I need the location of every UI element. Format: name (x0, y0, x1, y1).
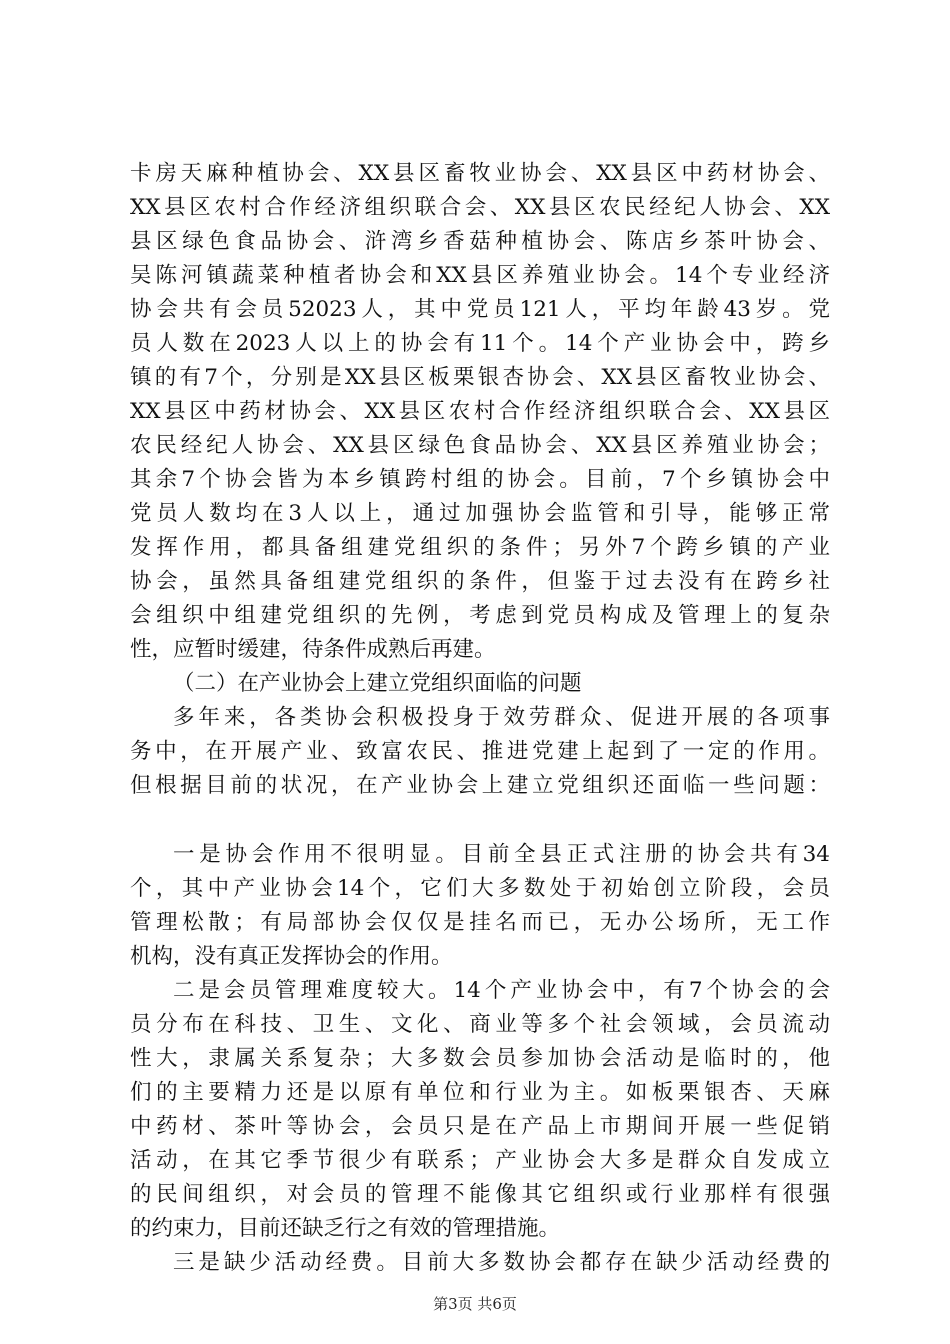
body-line: 务中，在开展产业、致富农民、推进党建上起到了一定的作用。 (130, 739, 830, 764)
body-line: 农民经纪人协会、XX县区绿色食品协会、XX县区养殖业协会； (130, 433, 830, 458)
body-line: 党员人数均在3人以上，通过加强协会监管和引导，能够正常 (130, 501, 830, 526)
body-line: 发挥作用，都具备组建党组织的条件；另外7个跨乡镇的产业 (130, 535, 830, 560)
body-line: 其余7个协会皆为本乡镇跨村组的协会。目前，7个乡镇协会中 (130, 467, 830, 492)
section-heading: （二）在产业协会上建立党组织面临的问题 (173, 671, 582, 696)
body-line: 机构，没有真正发挥协会的作用。 (130, 944, 453, 969)
body-line: 活动，在其它季节很少有联系；产业协会大多是群众自发成立 (130, 1148, 830, 1173)
body-line: 的民间组织，对会员的管理不能像其它组织或行业那样有很强 (130, 1182, 830, 1207)
body-line: 卡房天麻种植协会、XX县区畜牧业协会、XX县区中药材协会、 (130, 161, 830, 186)
body-line: 一是协会作用不很明显。目前全县正式注册的协会共有34 (173, 842, 830, 867)
body-line: 性，应暂时缓建，待条件成熟后再建。 (130, 637, 496, 662)
body-line: 三是缺少活动经费。目前大多数协会都存在缺少活动经费的 (173, 1250, 830, 1275)
body-line: 协会共有会员52023人，其中党员121人，平均年龄43岁。党 (130, 297, 830, 322)
body-line: 协会，虽然具备组建党组织的条件，但鉴于过去没有在跨乡社 (130, 569, 830, 594)
body-line: 中药材、茶叶等协会，会员只是在产品上市期间开展一些促销 (130, 1114, 830, 1139)
body-line: 员分布在科技、卫生、文化、商业等多个社会领域，会员流动 (130, 1012, 830, 1037)
body-line: 们的主要精力还是以原有单位和行业为主。如板栗银杏、天麻 (130, 1080, 830, 1105)
body-line: 个，其中产业协会14个，它们大多数处于初始创立阶段，会员 (130, 876, 830, 901)
body-line: 性大，隶属关系复杂；大多数会员参加协会活动是临时的，他 (130, 1046, 830, 1071)
body-line: 员人数在2023人以上的协会有11个。14个产业协会中，跨乡 (130, 331, 830, 356)
document-body (130, 157, 830, 1280)
body-line: XX县区中药材协会、XX县区农村合作经济组织联合会、XX县区 (130, 399, 830, 424)
body-line: 管理松散；有局部协会仅仅是挂名而已，无办公场所，无工作 (130, 910, 830, 935)
body-line: 县区绿色食品协会、浒湾乡香菇种植协会、陈店乡茶叶协会、 (130, 229, 830, 254)
paragraph-gap (130, 803, 830, 838)
body-line: 二是会员管理难度较大。14个产业协会中，有7个协会的会 (173, 978, 830, 1003)
body-line: 吴陈河镇蔬菜种植者协会和XX县区养殖业协会。14个专业经济 (130, 263, 830, 288)
body-line: 的约束力，目前还缺乏行之有效的管理措施。 (130, 1216, 561, 1241)
body-line: XX县区农村合作经济组织联合会、XX县区农民经纪人协会、XX (130, 195, 830, 220)
body-line: 多年来，各类协会积极投身于效劳群众、促进开展的各项事 (173, 705, 830, 730)
page-number: 第3页 共6页 (433, 1295, 517, 1313)
body-line: 会组织中组建党组织的先例，考虑到党员构成及管理上的复杂 (130, 603, 830, 628)
body-line: 镇的有7个，分别是XX县区板栗银杏协会、XX县区畜牧业协会、 (130, 365, 830, 390)
body-line: 但根据目前的状况，在产业协会上建立党组织还面临一些问题： (130, 773, 830, 798)
